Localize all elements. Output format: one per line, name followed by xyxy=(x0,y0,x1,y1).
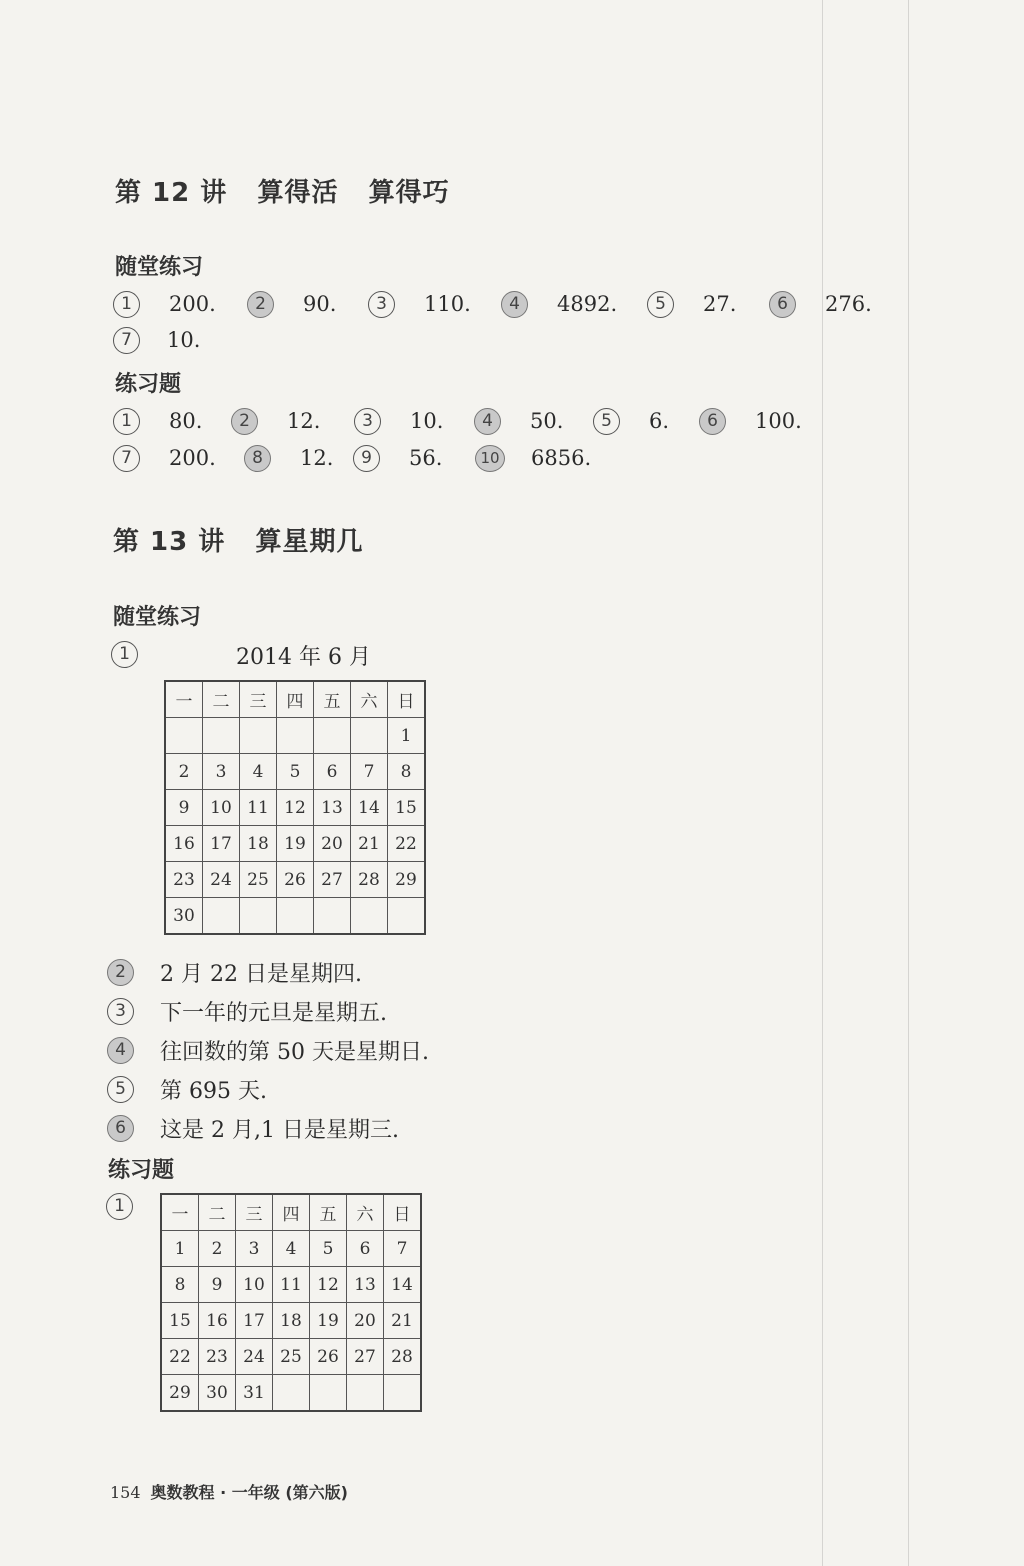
circled-number: 8 xyxy=(244,445,271,472)
answer-item xyxy=(231,408,354,435)
answer-item xyxy=(769,291,872,318)
l13-item xyxy=(107,1071,267,1107)
calendar-day-cell: 13 xyxy=(314,790,351,826)
calendar-day-cell: 22 xyxy=(161,1339,199,1375)
calendar-day-cell xyxy=(240,718,277,754)
circled-number: 10 xyxy=(475,445,505,472)
calendar-day-cell: 2 xyxy=(199,1231,236,1267)
calendar-header-row xyxy=(165,681,425,718)
book-title: 奥数教程 · 一年级 (第六版) xyxy=(150,1483,348,1502)
calendar-day-cell xyxy=(277,898,314,935)
circled-number: 2 xyxy=(231,408,258,435)
circled-number: 6 xyxy=(699,408,726,435)
calendar-day-cell: 18 xyxy=(240,826,277,862)
weekday-header: 日 xyxy=(384,1194,422,1231)
calendar-day-cell: 8 xyxy=(388,754,426,790)
weekday-header: 一 xyxy=(165,681,203,718)
answer-item xyxy=(699,408,802,435)
circled-number: 6 xyxy=(769,291,796,318)
calendar-day-cell xyxy=(310,1375,347,1412)
l13-exercises-heading: 练习题 xyxy=(108,1158,175,1183)
circled-number: 3 xyxy=(354,408,381,435)
answer-item xyxy=(368,291,501,318)
l13-classroom-practice-heading: 随堂练习 xyxy=(113,605,202,630)
calendar-exercise xyxy=(160,1193,422,1412)
circled-number: 7 xyxy=(113,445,140,472)
circled-number: 2 xyxy=(107,959,134,986)
answer-value: 56. xyxy=(409,446,443,470)
answer-value: 276. xyxy=(825,292,872,316)
calendar-week-row xyxy=(161,1303,421,1339)
calendar-day-cell: 11 xyxy=(273,1267,310,1303)
calendar-day-cell: 22 xyxy=(388,826,426,862)
calendar-caption: 2014 年 6 月 xyxy=(236,645,371,670)
calendar-day-cell: 1 xyxy=(388,718,426,754)
calendar-week-row xyxy=(165,790,425,826)
calendar-day-cell: 10 xyxy=(236,1267,273,1303)
l12-classroom-practice-heading: 随堂练习 xyxy=(115,255,204,280)
calendar-day-cell xyxy=(314,718,351,754)
answer-item xyxy=(113,408,231,435)
item-text: 这是 2 月,1 日是星期三. xyxy=(160,1117,399,1143)
circled-number: 4 xyxy=(107,1037,134,1064)
calendar-day-cell xyxy=(277,718,314,754)
answer-item xyxy=(247,291,368,318)
calendar-day-cell: 25 xyxy=(240,862,277,898)
circled-number: 9 xyxy=(353,445,380,472)
answer-item xyxy=(475,445,591,472)
answer-value: 12. xyxy=(287,409,321,433)
calendar-day-cell: 9 xyxy=(199,1267,236,1303)
answer-item xyxy=(647,291,769,318)
calendar-week-row xyxy=(165,718,425,754)
calendar-day-cell: 2 xyxy=(165,754,203,790)
l12-practice-row-2 xyxy=(113,323,200,357)
circled-number: 2 xyxy=(247,291,274,318)
answer-item xyxy=(113,327,200,354)
calendar-day-cell: 15 xyxy=(161,1303,199,1339)
calendar-day-cell: 27 xyxy=(314,862,351,898)
calendar-day-cell: 26 xyxy=(277,862,314,898)
calendar-day-cell xyxy=(384,1375,422,1412)
calendar-day-cell: 12 xyxy=(310,1267,347,1303)
calendar-day-cell: 17 xyxy=(236,1303,273,1339)
calendar-week-row xyxy=(165,862,425,898)
calendar-day-cell: 15 xyxy=(388,790,426,826)
answer-item xyxy=(113,445,244,472)
calendar-day-cell xyxy=(165,718,203,754)
lecture-13-title: 第 13 讲 算星期几 xyxy=(113,527,364,557)
calendar-day-cell: 19 xyxy=(277,826,314,862)
circled-number: 1 xyxy=(106,1193,133,1220)
scan-edge-line xyxy=(908,0,909,1566)
circled-number: 1 xyxy=(113,408,140,435)
circled-number: 1 xyxy=(113,291,140,318)
circled-number: 5 xyxy=(107,1076,134,1103)
l13-item xyxy=(107,954,362,990)
answer-item xyxy=(354,408,474,435)
calendar-day-cell: 24 xyxy=(236,1339,273,1375)
calendar-day-cell: 24 xyxy=(203,862,240,898)
answer-value: 6. xyxy=(649,409,670,433)
circled-number: 1 xyxy=(111,641,138,668)
circled-number: 3 xyxy=(368,291,395,318)
answer-value: 10. xyxy=(167,328,201,352)
calendar-day-cell: 12 xyxy=(277,790,314,826)
lecture-12-title: 第 12 讲 算得活 算得巧 xyxy=(115,178,450,208)
calendar-day-cell: 20 xyxy=(314,826,351,862)
calendar-day-cell: 29 xyxy=(388,862,426,898)
calendar-day-cell: 9 xyxy=(165,790,203,826)
answer-value: 80. xyxy=(169,409,203,433)
answer-value: 90. xyxy=(303,292,337,316)
calendar-day-cell xyxy=(273,1375,310,1412)
calendar-header-row xyxy=(161,1194,421,1231)
weekday-header: 四 xyxy=(273,1194,310,1231)
calendar-day-cell: 1 xyxy=(161,1231,199,1267)
calendar-day-cell: 5 xyxy=(277,754,314,790)
answer-value: 6856. xyxy=(531,446,592,470)
item-text: 往回数的第 50 天是星期日. xyxy=(160,1039,429,1065)
weekday-header: 日 xyxy=(388,681,426,718)
l12-exercise-row-2 xyxy=(113,441,591,475)
answer-value: 110. xyxy=(424,292,471,316)
weekday-header: 六 xyxy=(351,681,388,718)
circled-number: 3 xyxy=(107,998,134,1025)
calendar-day-cell: 7 xyxy=(384,1231,422,1267)
calendar-day-cell: 10 xyxy=(203,790,240,826)
scan-edge-line xyxy=(822,0,823,1566)
l12-exercises-heading: 练习题 xyxy=(115,372,182,397)
answer-item xyxy=(244,445,353,472)
l13-item xyxy=(107,1032,429,1068)
calendar-day-cell: 26 xyxy=(310,1339,347,1375)
calendar-day-cell: 11 xyxy=(240,790,277,826)
answer-item xyxy=(593,408,699,435)
l12-exercise-row-1 xyxy=(113,404,802,438)
calendar-day-cell: 3 xyxy=(203,754,240,790)
calendar-day-cell: 21 xyxy=(351,826,388,862)
calendar-day-cell: 23 xyxy=(199,1339,236,1375)
calendar-day-cell: 17 xyxy=(203,826,240,862)
circled-number: 6 xyxy=(107,1115,134,1142)
calendar-day-cell: 28 xyxy=(351,862,388,898)
weekday-header: 五 xyxy=(314,681,351,718)
answer-value: 10. xyxy=(410,409,444,433)
calendar-day-cell: 23 xyxy=(165,862,203,898)
calendar-day-cell: 16 xyxy=(165,826,203,862)
l13-item xyxy=(107,993,387,1029)
weekday-header: 一 xyxy=(161,1194,199,1231)
weekday-header: 二 xyxy=(203,681,240,718)
calendar-week-row xyxy=(165,826,425,862)
circled-number: 4 xyxy=(501,291,528,318)
calendar-week-row xyxy=(165,898,425,935)
calendar-week-row xyxy=(161,1375,421,1412)
l13-exercise-item-1 xyxy=(106,1189,133,1223)
circled-number: 5 xyxy=(647,291,674,318)
l13-item xyxy=(107,1110,399,1146)
answer-value: 100. xyxy=(755,409,802,433)
calendar-day-cell: 20 xyxy=(347,1303,384,1339)
calendar-day-cell: 6 xyxy=(347,1231,384,1267)
calendar-day-cell: 30 xyxy=(165,898,203,935)
calendar-day-cell: 6 xyxy=(314,754,351,790)
calendar-day-cell: 31 xyxy=(236,1375,273,1412)
circled-number: 7 xyxy=(113,327,140,354)
calendar-day-cell xyxy=(351,898,388,935)
weekday-header: 五 xyxy=(310,1194,347,1231)
calendar-day-cell: 19 xyxy=(310,1303,347,1339)
calendar-day-cell: 25 xyxy=(273,1339,310,1375)
calendar-day-cell xyxy=(203,718,240,754)
answer-value: 200. xyxy=(169,446,216,470)
weekday-header: 三 xyxy=(236,1194,273,1231)
calendar-day-cell: 21 xyxy=(384,1303,422,1339)
answer-value: 200. xyxy=(169,292,216,316)
weekday-header: 六 xyxy=(347,1194,384,1231)
calendar-day-cell: 28 xyxy=(384,1339,422,1375)
calendar-day-cell: 5 xyxy=(310,1231,347,1267)
calendar-day-cell xyxy=(240,898,277,935)
calendar-day-cell: 13 xyxy=(347,1267,384,1303)
item-text: 下一年的元旦是星期五. xyxy=(160,1000,387,1026)
calendar-day-cell: 30 xyxy=(199,1375,236,1412)
l12-practice-row-1 xyxy=(113,287,872,321)
calendar-june-2014 xyxy=(164,680,426,935)
answer-value: 50. xyxy=(530,409,564,433)
calendar-day-cell: 4 xyxy=(240,754,277,790)
calendar-day-cell: 4 xyxy=(273,1231,310,1267)
weekday-header: 三 xyxy=(240,681,277,718)
calendar-day-cell: 16 xyxy=(199,1303,236,1339)
weekday-header: 四 xyxy=(277,681,314,718)
answer-value: 12. xyxy=(300,446,334,470)
calendar-week-row xyxy=(165,754,425,790)
answer-value: 4892. xyxy=(557,292,618,316)
answer-value: 27. xyxy=(703,292,737,316)
answer-item xyxy=(501,291,647,318)
circled-number: 4 xyxy=(474,408,501,435)
calendar-day-cell xyxy=(347,1375,384,1412)
calendar-day-cell: 3 xyxy=(236,1231,273,1267)
calendar-day-cell: 14 xyxy=(384,1267,422,1303)
weekday-header: 二 xyxy=(199,1194,236,1231)
circled-number: 5 xyxy=(593,408,620,435)
calendar-day-cell xyxy=(388,898,426,935)
page-number: 154 xyxy=(110,1483,141,1502)
calendar-day-cell: 29 xyxy=(161,1375,199,1412)
calendar-week-row xyxy=(161,1267,421,1303)
calendar-week-row xyxy=(161,1231,421,1267)
calendar-day-cell: 7 xyxy=(351,754,388,790)
answer-item xyxy=(113,291,247,318)
calendar-day-cell xyxy=(314,898,351,935)
calendar-day-cell: 27 xyxy=(347,1339,384,1375)
calendar-day-cell xyxy=(203,898,240,935)
calendar-day-cell: 18 xyxy=(273,1303,310,1339)
calendar-day-cell: 8 xyxy=(161,1267,199,1303)
calendar-week-row xyxy=(161,1339,421,1375)
item-text: 第 695 天. xyxy=(160,1078,267,1104)
l13-item-1 xyxy=(111,637,138,671)
calendar-day-cell xyxy=(351,718,388,754)
answer-item xyxy=(474,408,593,435)
answer-item xyxy=(353,445,475,472)
item-text: 2 月 22 日是星期四. xyxy=(160,961,362,987)
calendar-day-cell: 14 xyxy=(351,790,388,826)
page-footer xyxy=(110,1480,348,1503)
